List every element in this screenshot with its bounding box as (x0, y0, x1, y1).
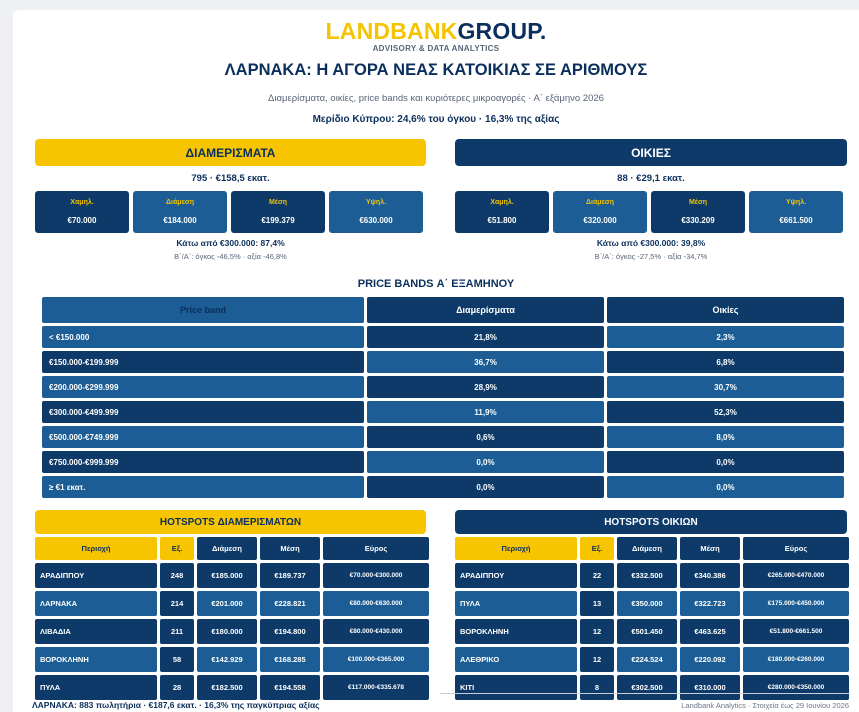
stat-value: €320.000 (583, 216, 617, 225)
stat-label: Υψηλ. (785, 199, 807, 206)
table-row (35, 647, 429, 672)
column-header: Οικίες (607, 297, 844, 323)
stat-label: Μέση (688, 199, 708, 206)
stat-card (749, 191, 843, 233)
stat-card (133, 191, 227, 233)
stat-label: Διάμεση (586, 199, 614, 206)
price-band-row (42, 426, 847, 448)
mean-price: €168.285 (260, 647, 320, 672)
apartments-below-300k: Κάτω από €300.000: 87,4% (176, 238, 285, 248)
report-page (13, 10, 859, 712)
area-name: ΚΙΤΙ (455, 675, 577, 700)
area-name: ΠΥΛΑ (455, 591, 577, 616)
mean-price: €220.092 (680, 647, 740, 672)
price-range: €70.000-€300.000 (323, 563, 429, 588)
column-header: Εξ. (580, 537, 614, 560)
median-price: €185.000 (197, 563, 257, 588)
stat-value: €184.000 (163, 216, 197, 225)
price-bands-table (42, 297, 847, 501)
logo-part-landbank: LANDBANK (325, 18, 458, 44)
area-name: ΑΡΑΔΙΠΠΟΥ (455, 563, 577, 588)
transactions-count: 58 (160, 647, 194, 672)
column-header: Εύρος (323, 537, 429, 560)
houses-share: 0,0% (607, 476, 844, 498)
hotspots-houses-table (455, 537, 849, 703)
footer-divider (440, 693, 849, 694)
stat-value: €330.209 (681, 216, 715, 225)
column-header: Price band (42, 297, 364, 323)
price-band-row (42, 476, 847, 498)
houses-share: 2,3% (607, 326, 844, 348)
price-band-label: €300.000-€499.999 (42, 401, 364, 423)
apartments-header: ΔΙΑΜΕΡΙΣΜΑΤΑ (35, 139, 426, 166)
column-header: Εξ. (160, 537, 194, 560)
houses-share: 6,8% (607, 351, 844, 373)
footer-source: Landbank Analytics · Στοιχεία έως 29 Ιουνίου 2026 (681, 701, 849, 710)
mean-price: €194.558 (260, 675, 320, 700)
column-header: Διάμεση (197, 537, 257, 560)
area-name: ΠΥΛΑ (35, 675, 157, 700)
area-name: ΛΙΒΑΔΙΑ (35, 619, 157, 644)
stat-card (455, 191, 549, 233)
stat-card (329, 191, 423, 233)
transactions-count: 13 (580, 591, 614, 616)
price-range: €80.000-€630.000 (323, 591, 429, 616)
stat-value: €70.000 (67, 216, 97, 225)
price-range: €51.800-€661.500 (743, 619, 849, 644)
price-bands-title: PRICE BANDS Α΄ ΕΞΑΜΗΝΟΥ (357, 278, 515, 290)
table-row (35, 563, 429, 588)
transactions-count: 248 (160, 563, 194, 588)
column-header: Περιοχή (455, 537, 577, 560)
price-band-label: €200.000-€299.999 (42, 376, 364, 398)
median-price: €332.500 (617, 563, 677, 588)
houses-share: 8,0% (607, 426, 844, 448)
footer-summary: ΛΑΡΝΑΚΑ: 883 πωλητήρια · €187,6 εκατ. · 16,3% της παγκύπριας αξίας (32, 700, 320, 710)
page-title: ΛΑΡΝΑΚΑ: Η ΑΓΟΡΑ ΝΕΑΣ ΚΑΤΟΙΚΙΑΣ ΣΕ ΑΡΙΘΜΟΥΣ (224, 61, 648, 79)
median-price: €201.000 (197, 591, 257, 616)
transactions-count: 8 (580, 675, 614, 700)
area-name: ΑΡΑΔΙΠΠΟΥ (35, 563, 157, 588)
price-band-label: < €150.000 (42, 326, 364, 348)
stat-label: Διάμεση (166, 199, 194, 206)
price-range: €117.000-€335.678 (323, 675, 429, 700)
median-price: €142.929 (197, 647, 257, 672)
median-price: €501.450 (617, 619, 677, 644)
stat-value: €661.500 (779, 216, 813, 225)
price-band-label: €750.000-€999.999 (42, 451, 364, 473)
transactions-count: 22 (580, 563, 614, 588)
stat-label: Υψηλ. (365, 199, 387, 206)
price-range: €180.000-€260.000 (743, 647, 849, 672)
apartments-share: 36,7% (367, 351, 604, 373)
stat-value: €630.000 (359, 216, 393, 225)
column-header: Διαμερίσματα (367, 297, 604, 323)
stat-label: Χαμηλ. (490, 199, 514, 206)
price-range: €100.000-€365.000 (323, 647, 429, 672)
hotspots-apartments-table (35, 537, 429, 703)
apartments-share: 28,9% (367, 376, 604, 398)
houses-stats (455, 191, 843, 233)
stat-card (35, 191, 129, 233)
median-price: €182.500 (197, 675, 257, 700)
table-row (455, 675, 849, 700)
mean-price: €322.723 (680, 591, 740, 616)
table-row (455, 563, 849, 588)
table-header-row (455, 537, 849, 560)
page-subtitle: Διαμερίσματα, οικίες, price bands και κυριότερες μικροαγορές · Α΄ εξάμηνο 2026 (268, 93, 604, 104)
stat-value: €199.379 (261, 216, 295, 225)
table-row (35, 591, 429, 616)
apartments-share: 0,0% (367, 476, 604, 498)
price-range: €265.000-€470.000 (743, 563, 849, 588)
median-price: €302.500 (617, 675, 677, 700)
stat-card (651, 191, 745, 233)
mean-price: €194.800 (260, 619, 320, 644)
table-row (35, 619, 429, 644)
logo-part-group: GROUP. (457, 18, 547, 44)
table-header-row (35, 537, 429, 560)
stat-label: Μέση (268, 199, 288, 206)
column-header: Διάμεση (617, 537, 677, 560)
cyprus-share: Μερίδιο Κύπρου: 24,6% του όγκου · 16,3% της αξίας (312, 114, 560, 125)
price-range: €175.000-€450.000 (743, 591, 849, 616)
price-band-row (42, 401, 847, 423)
price-band-row (42, 376, 847, 398)
mean-price: €463.625 (680, 619, 740, 644)
stat-label: Χαμηλ. (70, 199, 94, 206)
stat-card (553, 191, 647, 233)
apartments-share: 11,9% (367, 401, 604, 423)
houses-share: 52,3% (607, 401, 844, 423)
median-price: €180.000 (197, 619, 257, 644)
houses-share: 30,7% (607, 376, 844, 398)
table-row (455, 647, 849, 672)
table-row (455, 619, 849, 644)
transactions-count: 12 (580, 619, 614, 644)
median-price: €224.524 (617, 647, 677, 672)
brand-tagline: ADVISORY & DATA ANALYTICS (372, 44, 500, 53)
area-name: ΑΛΕΘΡΙΚΟ (455, 647, 577, 672)
price-band-label: ≥ €1 εκατ. (42, 476, 364, 498)
apartments-stats (35, 191, 423, 233)
apartments-share: 0,6% (367, 426, 604, 448)
median-price: €350.000 (617, 591, 677, 616)
houses-header: ΟΙΚΙΕΣ (455, 139, 847, 166)
hotspots-houses-header: HOTSPOTS ΟΙΚΙΩΝ (455, 510, 847, 534)
brand-logo (13, 18, 859, 45)
column-header: Περιοχή (35, 537, 157, 560)
price-band-label: €150.000-€199.999 (42, 351, 364, 373)
hotspots-apartments-header: HOTSPOTS ΔΙΑΜΕΡΙΣΜΑΤΩΝ (35, 510, 426, 534)
area-name: ΛΑΡΝΑΚΑ (35, 591, 157, 616)
price-band-row (42, 326, 847, 348)
transactions-count: 28 (160, 675, 194, 700)
table-row (455, 591, 849, 616)
price-range: €280.000-€350.000 (743, 675, 849, 700)
houses-share: 0,0% (607, 451, 844, 473)
price-band-row (42, 351, 847, 373)
mean-price: €228.821 (260, 591, 320, 616)
area-name: ΒΟΡΟΚΛΗΝΗ (35, 647, 157, 672)
apartments-share: 0,0% (367, 451, 604, 473)
column-header: Μέση (680, 537, 740, 560)
houses-below-300k: Κάτω από €300.000: 39,8% (596, 238, 706, 248)
transactions-count: 211 (160, 619, 194, 644)
price-band-label: €500.000-€749.999 (42, 426, 364, 448)
apartments-yoy: Β΄/Α΄: όγκος -46,5% · αξία -46,8% (174, 252, 287, 261)
houses-yoy: Β΄/Α΄: όγκος -27,5% · αξία -34,7% (594, 252, 708, 261)
mean-price: €189.737 (260, 563, 320, 588)
stat-card (231, 191, 325, 233)
apartments-summary: 795 · €158,5 εκατ. (191, 173, 270, 184)
area-name: ΒΟΡΟΚΛΗΝΗ (455, 619, 577, 644)
column-header: Μέση (260, 537, 320, 560)
table-row (35, 675, 429, 700)
mean-price: €310.000 (680, 675, 740, 700)
mean-price: €340.386 (680, 563, 740, 588)
transactions-count: 214 (160, 591, 194, 616)
apartments-share: 21,8% (367, 326, 604, 348)
houses-summary: 88 · €29,1 εκατ. (617, 173, 685, 184)
column-header: Εύρος (743, 537, 849, 560)
transactions-count: 12 (580, 647, 614, 672)
price-range: €80.000-€430.000 (323, 619, 429, 644)
price-bands-header-row (42, 297, 847, 323)
stat-value: €51.800 (487, 216, 517, 225)
price-band-row (42, 451, 847, 473)
